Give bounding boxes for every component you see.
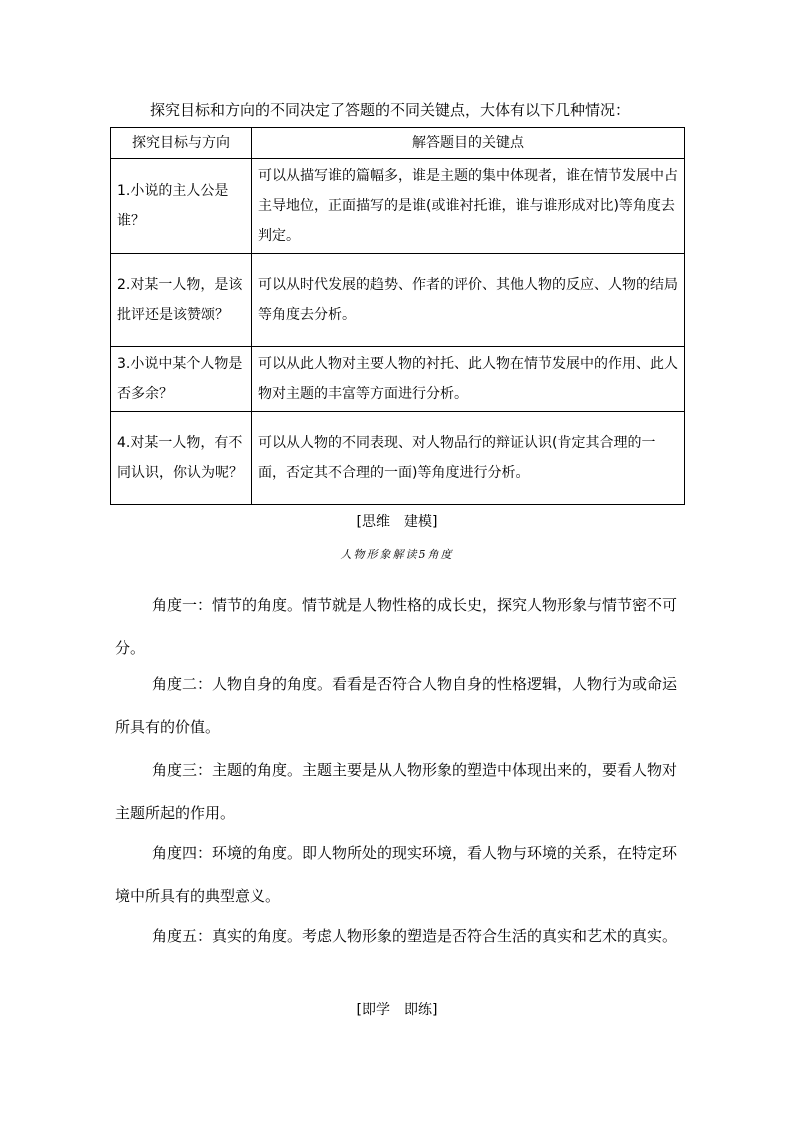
row-answer: 可以从此人物对主要人物的衬托、此人物在情节发展中的作用、此人物对主题的丰富等方面进行分析。	[252, 347, 685, 412]
section-heading-think-model: [思维 建模]	[356, 514, 438, 530]
angle-paragraph: 角度四：环境的角度。即人物所处的现实环境，看人物与环境的关系，在特定环境中所具有的典型意义。	[115, 844, 678, 905]
header-goal-direction: 探究目标与方向	[111, 128, 252, 159]
table-row	[111, 347, 685, 412]
angle-paragraph: 角度一：情节的角度。情节就是人物性格的成长史，探究人物形象与情节密不可分。	[115, 596, 678, 657]
intro-paragraph: 探究目标和方向的不同决定了答题的不同关键点，大体有以下几种情况：	[150, 101, 631, 119]
header-key-points: 解答题目的关键点	[252, 128, 685, 159]
row-question: 1.小说的主人公是谁？	[111, 159, 252, 254]
row-question: 4.对某一人物，有不同认识，你认为呢？	[111, 412, 252, 505]
table-row	[111, 254, 685, 347]
key-points-table	[110, 127, 685, 505]
row-answer: 可以从描写谁的篇幅多，谁是主题的集中体现者，谁在情节发展中占主导地位，正面描写的是谁(或谁衬托谁，谁与谁形成对比)等角度去判定。	[252, 159, 685, 254]
angle-paragraph: 角度二：人物自身的角度。看看是否符合人物自身的性格逻辑，人物行为或命运所具有的价值。	[115, 675, 678, 736]
angle-paragraph: 角度五：真实的角度。考虑人物形象的塑造是否符合生活的真实和艺术的真实。	[152, 927, 678, 945]
table-header-row	[111, 128, 685, 159]
table-row	[111, 159, 685, 254]
row-question: 2.对某一人物，是该批评还是该赞颂？	[111, 254, 252, 347]
row-answer: 可以从时代发展的趋势、作者的评价、其他人物的反应、人物的结局等角度去分析。	[252, 254, 685, 347]
row-answer: 可以从人物的不同表现、对人物品行的辩证认识(肯定其合理的一面，否定其不合理的一面)等角度进行分析。	[252, 412, 685, 505]
table-row	[111, 412, 685, 505]
section-heading-practice: [即学 即练]	[356, 1002, 438, 1018]
subtitle-five-angles: 人物形象解读5角度	[340, 548, 454, 561]
row-question: 3.小说中某个人物是否多余？	[111, 347, 252, 412]
angle-paragraph: 角度三：主题的角度。主题主要是从人物形象的塑造中体现出来的，要看人物对主题所起的作用。	[115, 761, 678, 822]
